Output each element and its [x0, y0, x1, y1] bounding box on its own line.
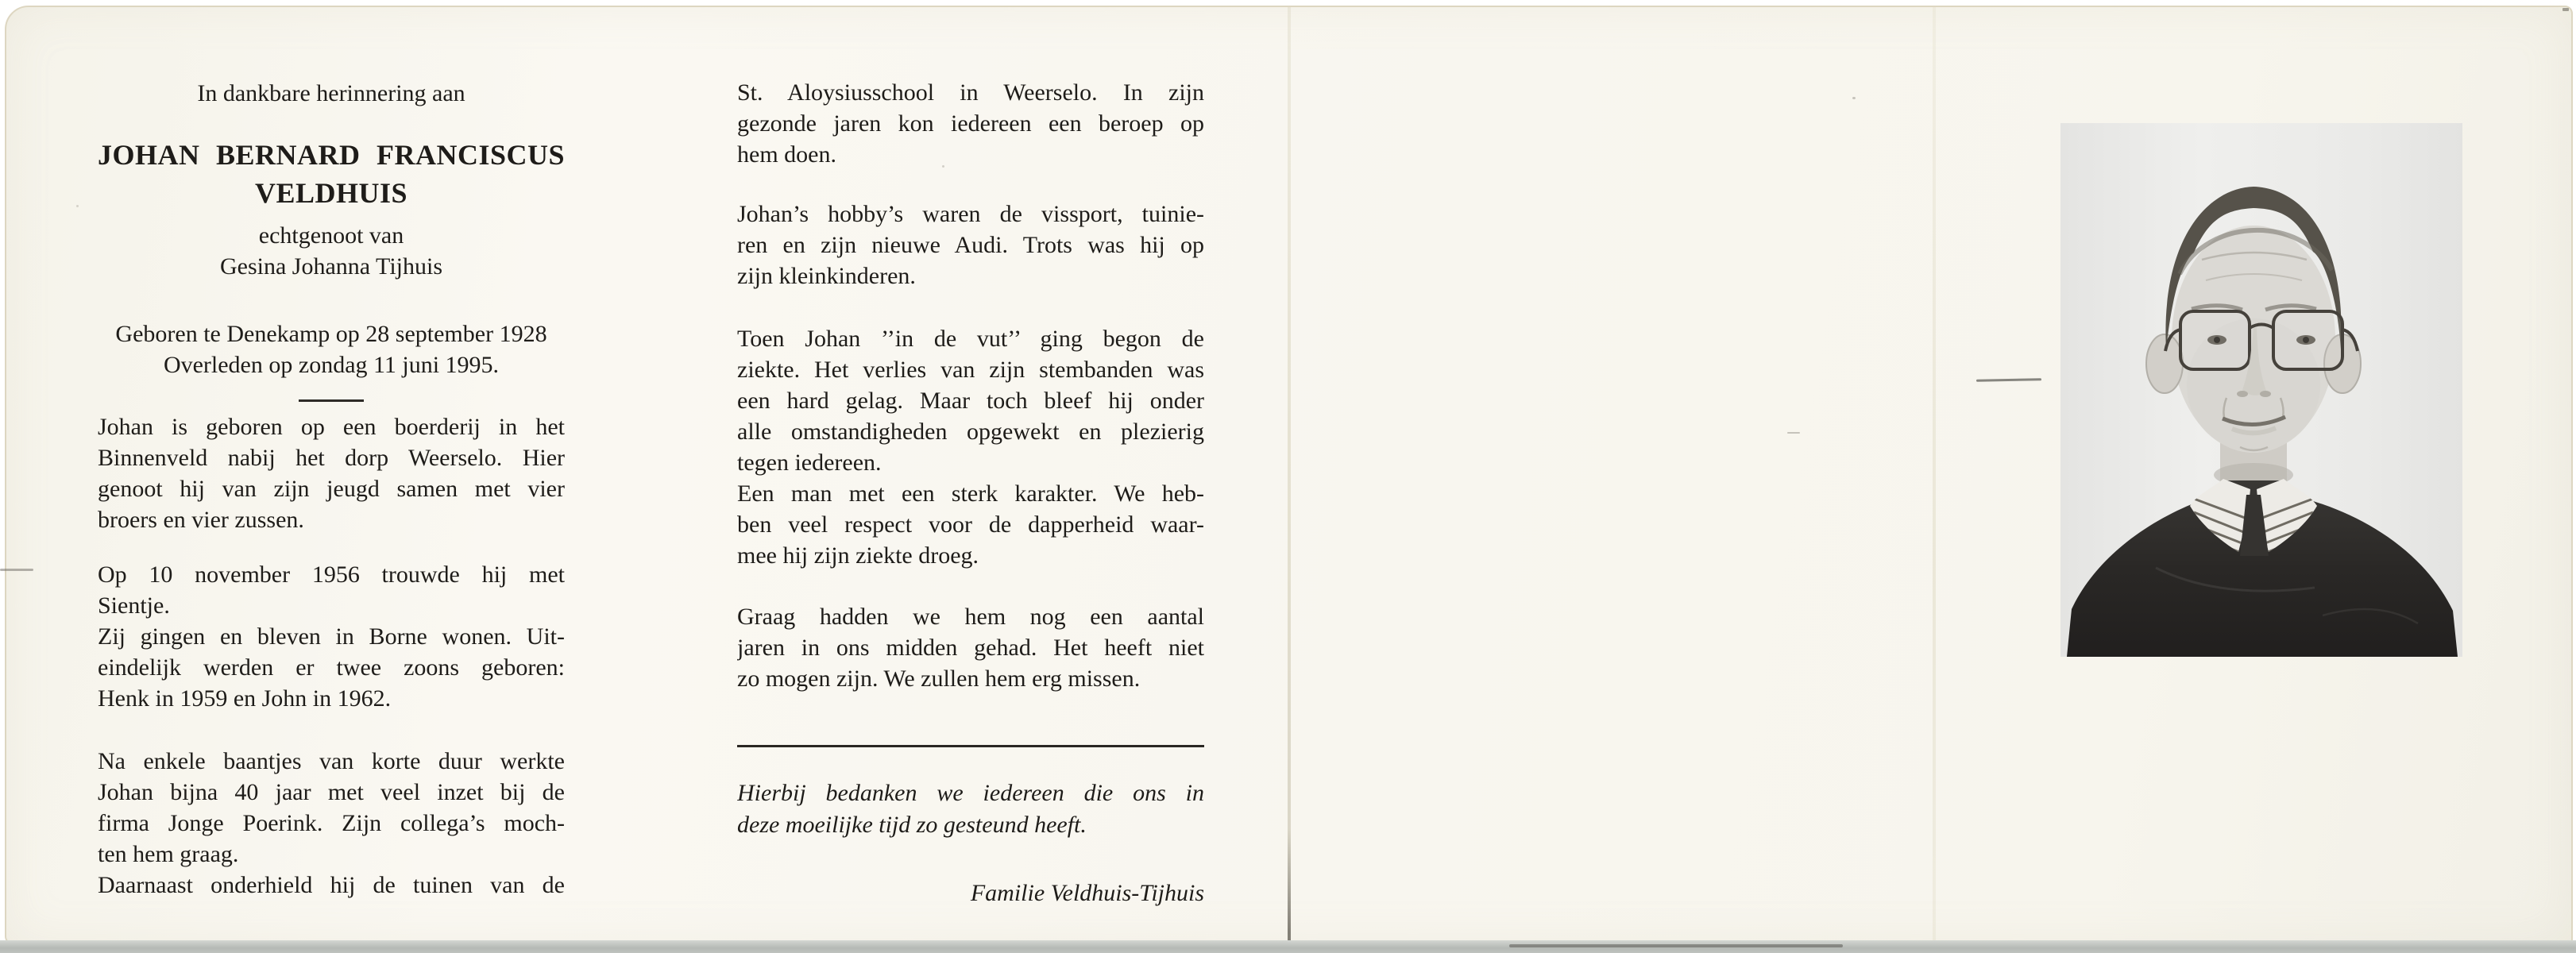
fold-crease: [1933, 7, 1936, 941]
scan-speck: [942, 165, 944, 168]
text-line: Overleden op zondag 11 juni 1995.: [163, 352, 500, 378]
text-line: Na enkele baantjes van korte duur werkte: [98, 748, 565, 774]
text-line: Zij gingen en bleven in Borne wonen. Uit-: [98, 623, 565, 650]
text-line: VELDHUIS: [254, 177, 408, 209]
text-line: eindelijk werden er twee zoons geboren:: [98, 654, 565, 681]
paragraph: [98, 746, 565, 901]
text-line: Toen Johan ’’in de vut’’ ging begon de: [737, 326, 1204, 352]
paragraph: [98, 411, 565, 535]
scan-scratch: [0, 569, 33, 571]
text-line: Johan bijna 40 jaar met veel inzet bij de: [98, 779, 565, 805]
text-line: zo mogen zijn. We zullen hem erg missen.: [737, 666, 1141, 692]
text-line: ben veel respect voor de dapperheid waar-: [737, 511, 1204, 538]
text-line: Op 10 november 1956 trouwde hij met: [98, 561, 565, 588]
family-signature: Familie Veldhuis-Tijhuis: [970, 880, 1204, 906]
text-line: gezonde jaren kon iedereen een beroep op: [737, 110, 1204, 137]
text-line: JOHAN BERNARD FRANCISCUS: [98, 139, 565, 171]
divider-rule: [299, 399, 364, 402]
paragraph: [98, 559, 565, 714]
divider-rule: [737, 745, 1204, 747]
text-line: firma Jonge Poerink. Zijn collega’s moch-: [98, 810, 565, 836]
intro-line: In dankbare herinnering aan: [197, 80, 465, 106]
deceased-name: [98, 136, 565, 212]
text-line: broers en vier zussen.: [98, 507, 304, 533]
scan-speck: [2562, 8, 2569, 11]
paragraph: [737, 601, 1204, 694]
spouse-block: [98, 220, 565, 282]
text-line: Johan is geboren op een boerderij in het: [98, 414, 565, 440]
scan-shadow-band: [0, 940, 2576, 953]
text-line: een hard gelag. Maar toch bleef hij onder: [737, 388, 1204, 414]
paragraph: [737, 199, 1204, 291]
birth-death-dates: [98, 318, 565, 380]
scan-speck: [76, 205, 79, 207]
portrait-photo: [2060, 123, 2462, 657]
text-line: Geboren te Denekamp op 28 september 1928: [115, 321, 547, 347]
paragraph: [737, 77, 1204, 170]
text-line: echtgenoot van: [258, 222, 404, 249]
column-left: [98, 0, 565, 901]
text-line: Henk in 1959 en John in 1962.: [98, 685, 392, 712]
text-line: Johan’s hobby’s waren de vissport, tuinie-: [737, 201, 1204, 227]
text-line: Graag hadden we hem nog een aantal: [737, 604, 1204, 630]
text-line: ziekte. Het verlies van zijn stembanden was: [737, 357, 1204, 383]
fold-crease: [1288, 7, 1291, 941]
text-line: genoot hij van zijn jeugd samen met vier: [98, 476, 565, 502]
text-line: deze moeilijke tijd zo gesteund heeft.: [737, 812, 1087, 838]
scan-speck: [1852, 97, 1856, 99]
text-line: alle omstandigheden opgewekt en plezierig: [737, 419, 1204, 445]
scan-shadow-dash: [1509, 944, 1843, 947]
text-line: zijn kleinkinderen.: [737, 263, 916, 289]
text-line: Binnenveld nabij het dorp Weerselo. Hier: [98, 445, 565, 471]
text-line: tegen iedereen.: [737, 449, 882, 476]
text-line: ren en zijn nieuwe Audi. Trots was hij op: [737, 232, 1204, 258]
text-line: Een man met een sterk karakter. We heb-: [737, 480, 1204, 507]
text-line: St. Aloysiusschool in Weerselo. In zijn: [737, 79, 1204, 106]
text-line: Daarnaast onderhield hij de tuinen van de: [98, 872, 565, 898]
text-line: Gesina Johanna Tijhuis: [219, 253, 443, 280]
text-line: Sientje.: [98, 592, 170, 619]
portrait-illustration: [2060, 123, 2462, 657]
thank-you-note: [737, 777, 1204, 841]
paragraph: [737, 323, 1204, 571]
text-line: hem doen.: [737, 141, 836, 168]
column-right: [737, 0, 1204, 909]
text-line: Hierbij bedanken we iedereen die ons in: [737, 780, 1204, 806]
text-line: ten hem graag.: [98, 841, 239, 867]
text-line: mee hij zijn ziekte droeg.: [737, 542, 979, 569]
scan-scratch: [1787, 432, 1800, 434]
text-line: jaren in ons midden gehad. Het heeft niet: [737, 635, 1204, 661]
